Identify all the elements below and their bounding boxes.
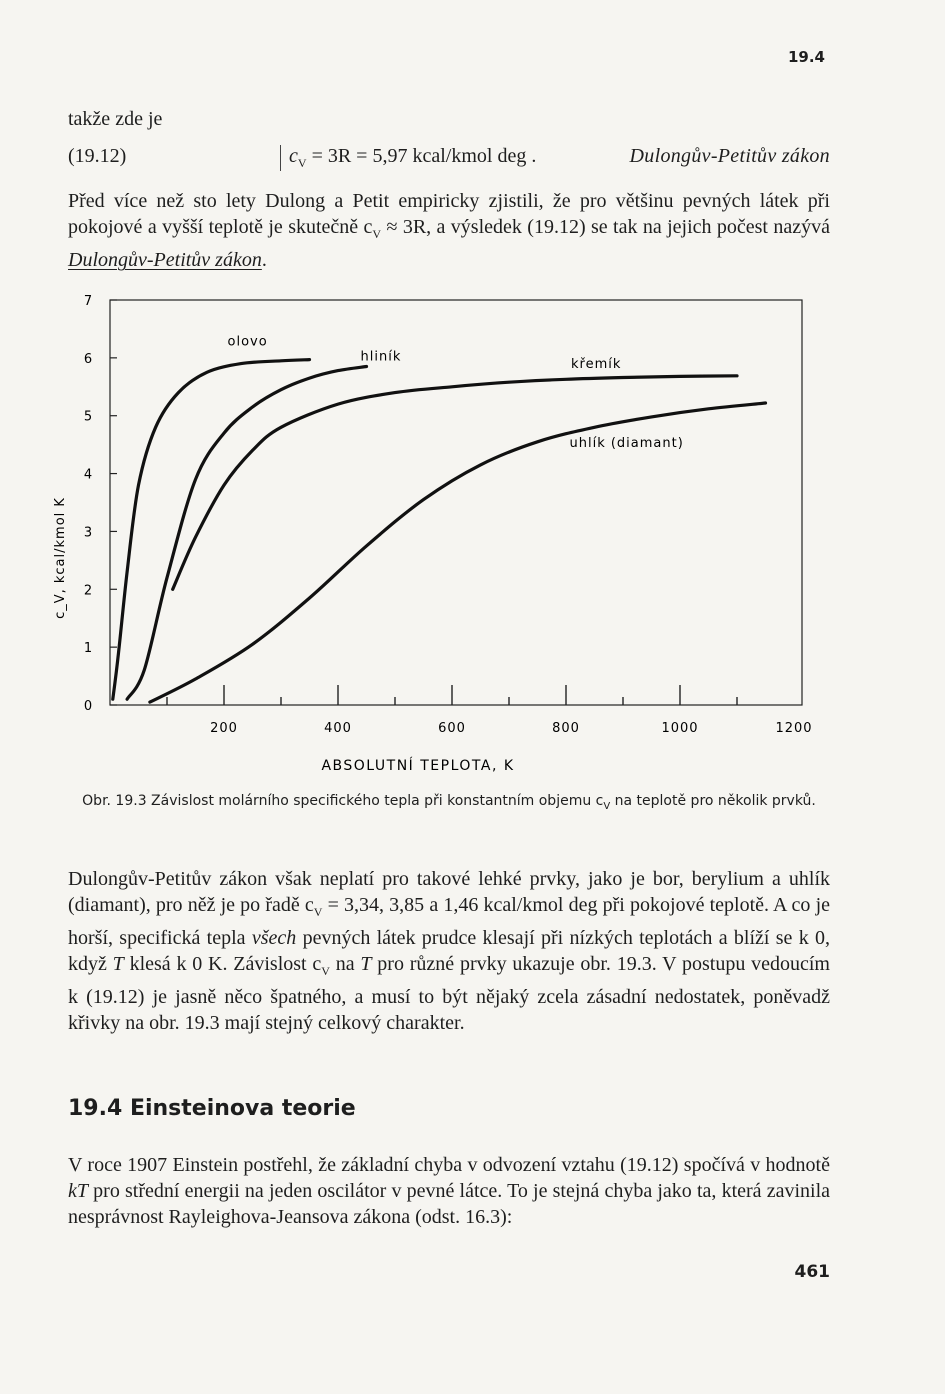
section-heading: 19.4 Einsteinova teorie <box>68 1096 356 1121</box>
page-number: 461 <box>794 1262 830 1282</box>
y-tick-label: 1 <box>83 641 93 657</box>
y-tick-label: 7 <box>83 294 93 309</box>
x-tick-label: 1000 <box>661 721 699 736</box>
series-line-olovo <box>113 360 310 700</box>
x-tick-label: 200 <box>210 721 238 736</box>
y-tick-label: 3 <box>83 525 93 541</box>
y-tick-label: 6 <box>83 351 93 367</box>
running-head-section-number: 19.4 <box>787 48 825 66</box>
paragraph-3: V roce 1907 Einstein postřehl, že základní chyba v odvození vztahu (19.12) spočívá v hodnotě kT pro střední energii na jeden oscilátor v pevné látce. To je stejná chyba jako ta, která zavinila nesprávnost Rayleighova-Jeansova zákona (odst. 16.3): <box>68 1154 830 1228</box>
series-label-hlinik: hliník <box>360 349 402 365</box>
series-line-kremik <box>173 376 737 590</box>
x-tick-label: 600 <box>438 721 466 736</box>
series-label-olovo: olovo <box>227 334 268 350</box>
x-tick-label: 400 <box>324 721 352 736</box>
y-axis-label: c_V, kcal/kmol K <box>53 497 68 619</box>
y-tick-label: 2 <box>83 583 93 599</box>
equation-formula: $c_V = 3R = 5,97$ kcal/kmol deg . <box>280 145 536 171</box>
figure-caption: Obr. 19.3 Závislost molárního specifického tepla při konstantním objemu $c_V$ na teplotě pro několik prvků. <box>82 793 816 812</box>
series-label-uhlik: uhlík (diamant) <box>569 435 684 451</box>
y-tick-label: 4 <box>83 467 93 483</box>
x-tick-label: 800 <box>552 721 580 736</box>
series-label-kremik: křemík <box>571 356 622 372</box>
y-tick-label: 5 <box>83 409 93 425</box>
equation-19-12 <box>68 145 830 175</box>
x-axis-label: ABSOLUTNÍ TEPLOTA, K <box>321 758 515 774</box>
x-tick-label: 1200 <box>775 721 813 736</box>
paragraph-1: Před více než sto lety Dulong a Petit empiricky zjistili, že pro většinu pevných látek při pokojové a vyšší teplotě je skutečně $c_V \approx 3R$, a výsledek (19.12) se tak na jejich počest nazývá Dulongův-Petitův zákon. <box>68 190 830 271</box>
equation-name: Dulongův-Petitův zákon <box>629 145 830 167</box>
cv-temperature-chart <box>0 290 945 790</box>
y-tick-label: 0 <box>83 699 93 714</box>
law-name-underlined: Dulongův-Petitův zákon <box>68 249 262 271</box>
intro-text: takže zde je <box>68 108 163 130</box>
equation-number: (19.12) <box>68 145 127 167</box>
paragraph-2: Dulongův-Petitův zákon však neplatí pro takové lehké prvky, jako je bor, berylium a uhlík (diamant), pro něž je po řadě $c_V = 3,34$, 3,85 a 1,46 kcal/kmol deg při pokojové teplotě. A co je horší, specifická tepla všech pevných látek prudce klesají při nízkých teplotách a blíží se k 0, když T klesá k 0 K. Závislost $c_V$ na T pro různé prvky ukazuje obr. 19.3. V postupu vedoucím k (19.12) je jasně něco špatného, a musí to být nějaký zcela zásadní nedostatek, poněvadž křivky na obr. 19.3 mají stejný celkový charakter. <box>68 868 831 1034</box>
